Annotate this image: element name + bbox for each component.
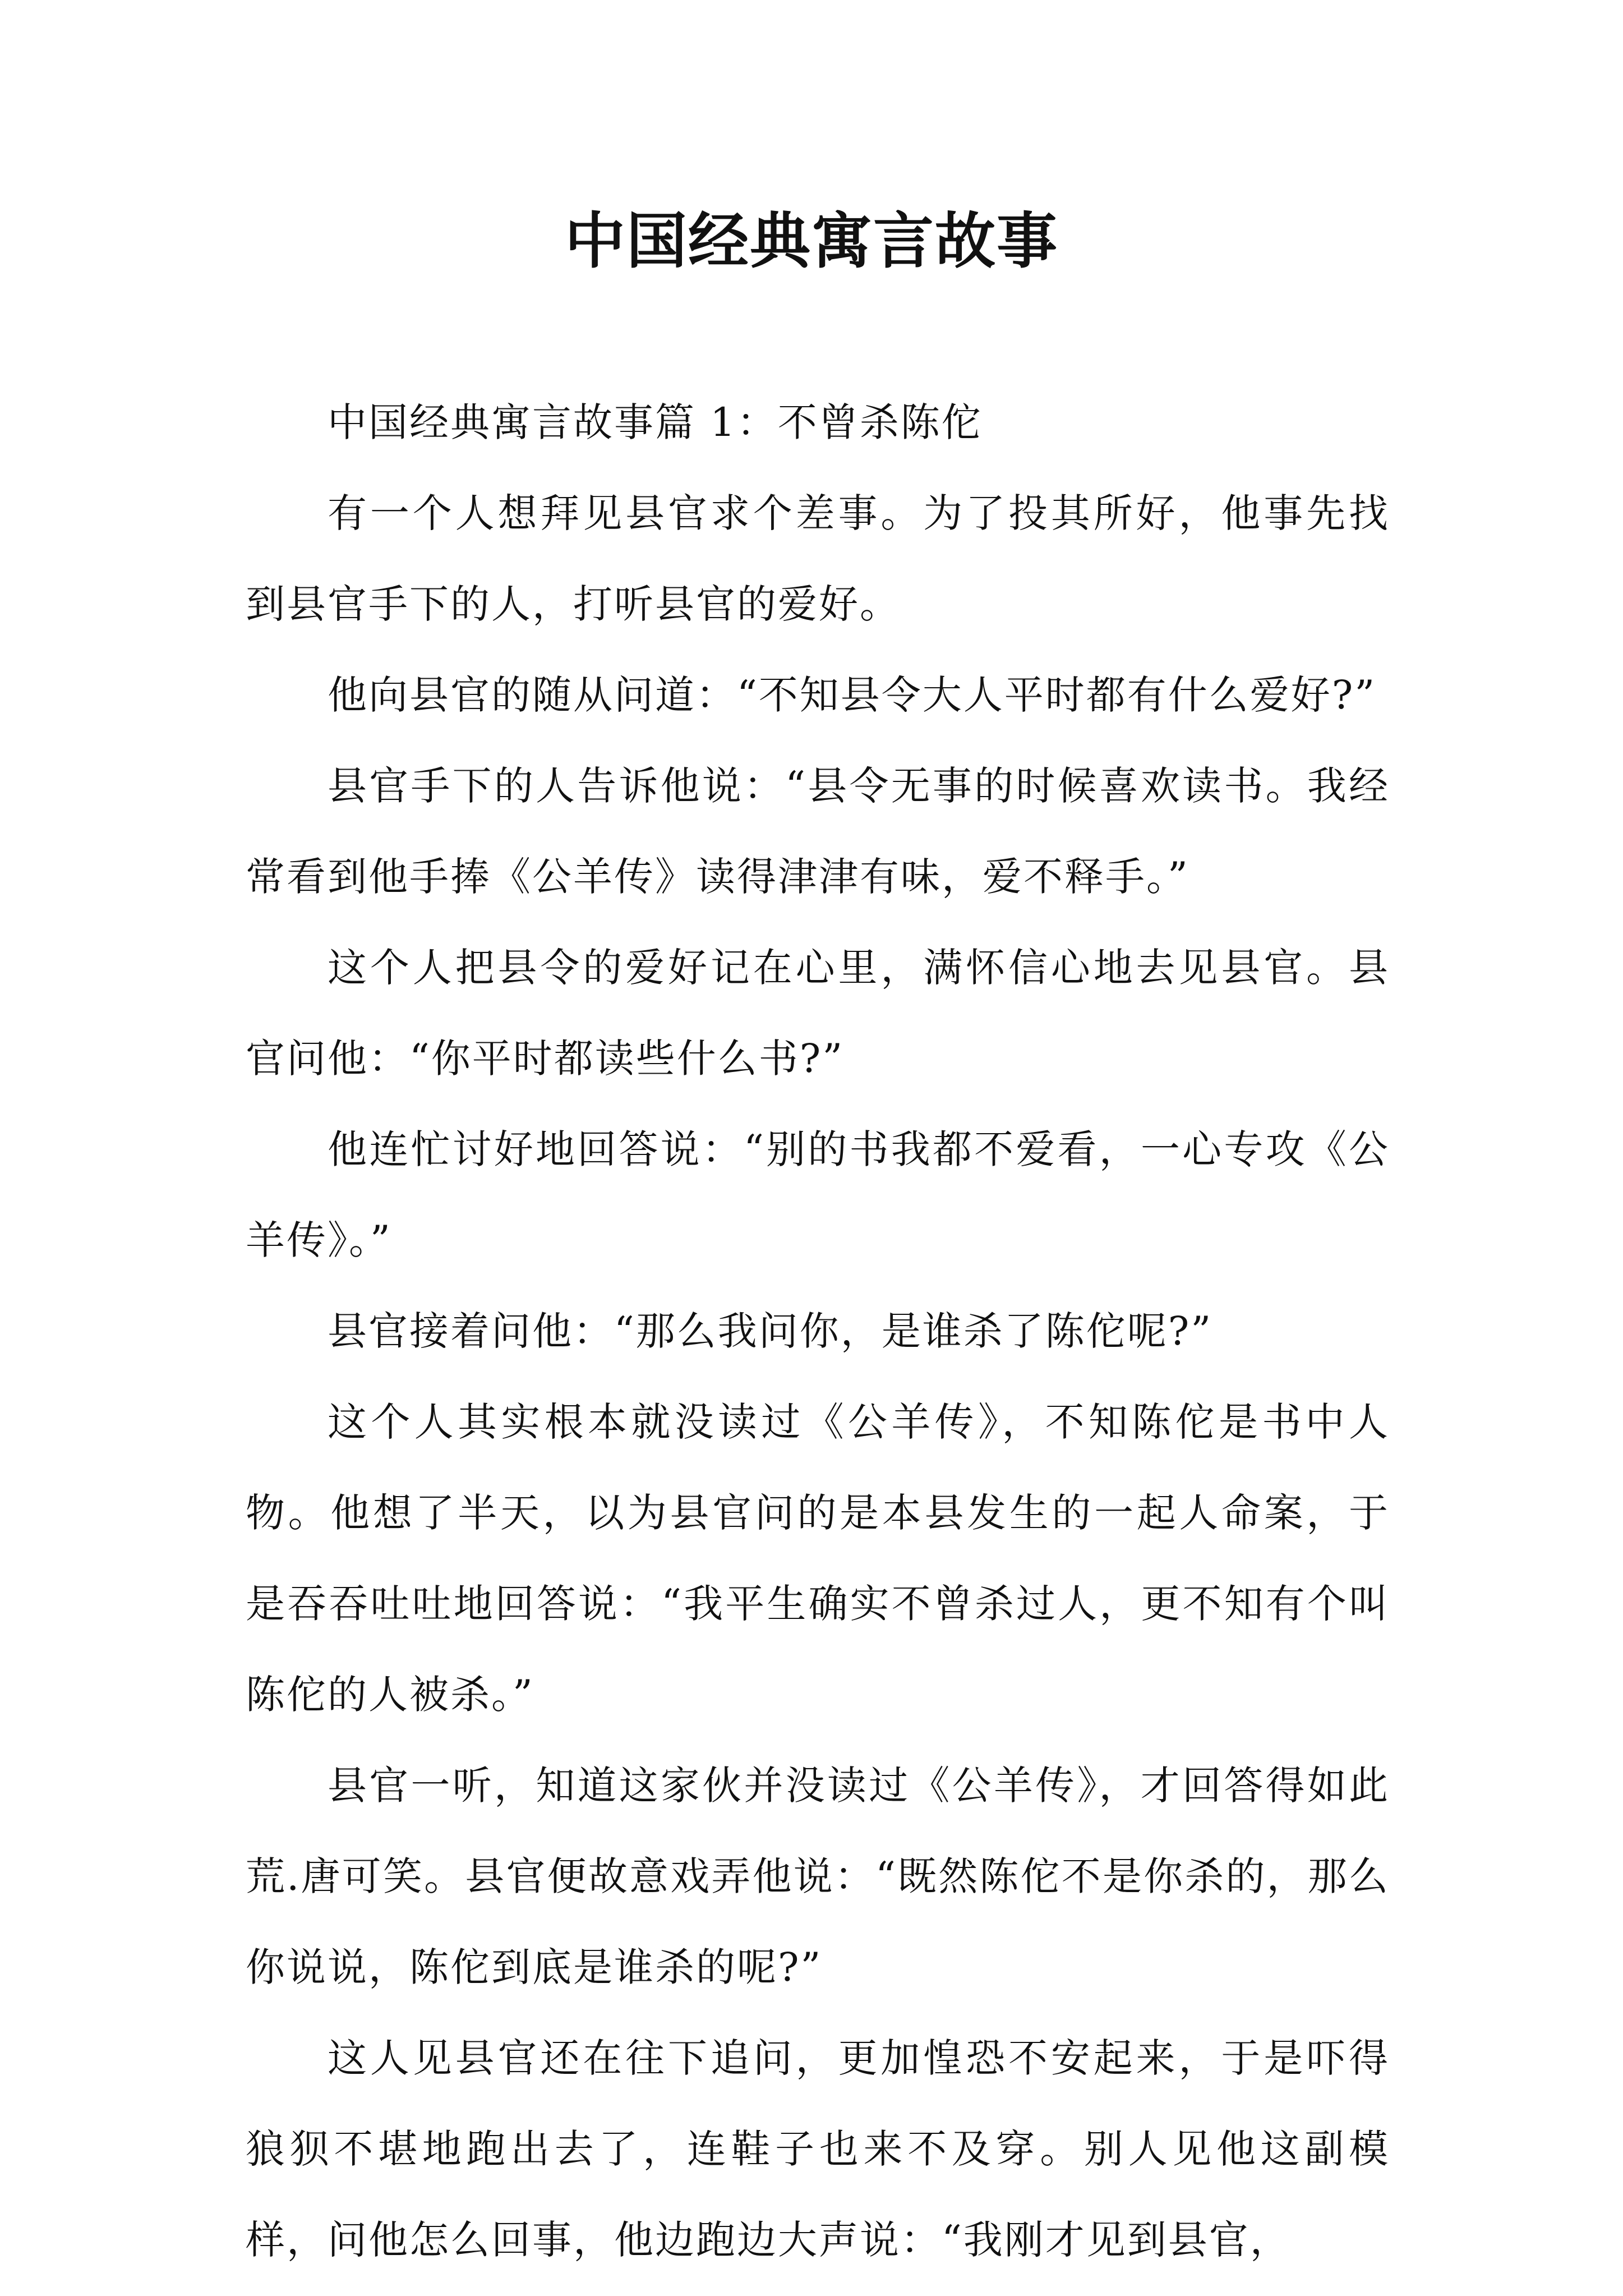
body-paragraph: 他连忙讨好地回答说：“别的书我都不爱看，一心专攻《公羊传》。” xyxy=(246,1126,1390,1263)
body-paragraph: 这个人其实根本就没读过《公羊传》，不知陈佗是书中人物。他想了半天，以为县官问的是本县发生的一起人命案，于是吞吞吐吐地回答说：“我平生确实不曾杀过人，更不知有个叫陈佗的人被杀。” xyxy=(246,1399,1390,1718)
body-paragraph: 县官接着问他：“那么我问你，是谁杀了陈佗呢?” xyxy=(328,1308,1213,1354)
body-paragraph: 有一个人想拜见县官求个差事。为了投其所好，他事先找到县官手下的人，打听县官的爱好。 xyxy=(246,490,1390,627)
body-paragraph: 这人见县官还在往下追问，更加惶恐不安起来，于是吓得狼狈不堪地跑出去了，连鞋子也来不及穿。别人见他这副模样，问他怎么回事，他边跑边大声说：“我刚才见到县官， xyxy=(246,2035,1390,2263)
body-paragraph: 县官手下的人告诉他说：“县令无事的时候喜欢读书。我经常看到他手捧《公羊传》读得津津有味，爱不释手。” xyxy=(246,763,1390,900)
body-paragraph: 他向县官的随从问道：“不知县令大人平时都有什么爱好?” xyxy=(328,672,1377,718)
body-paragraph: 这个人把县令的爱好记在心里，满怀信心地去见县官。县官问他：“你平时都读些什么书?” xyxy=(246,945,1390,1082)
document-body xyxy=(246,377,1390,2285)
document-title: 中国经典寓言故事 xyxy=(564,206,1058,277)
story-heading: 中国经典寓言故事篇 1：不曾杀陈佗 xyxy=(328,399,983,445)
body-paragraph: 县官一听，知道这家伙并没读过《公羊传》，才回答得如此荒.唐可笑。县官便故意戏弄他说：“既然陈佗不是你杀的，那么你说说，陈佗到底是谁杀的呢?” xyxy=(246,1763,1390,1990)
